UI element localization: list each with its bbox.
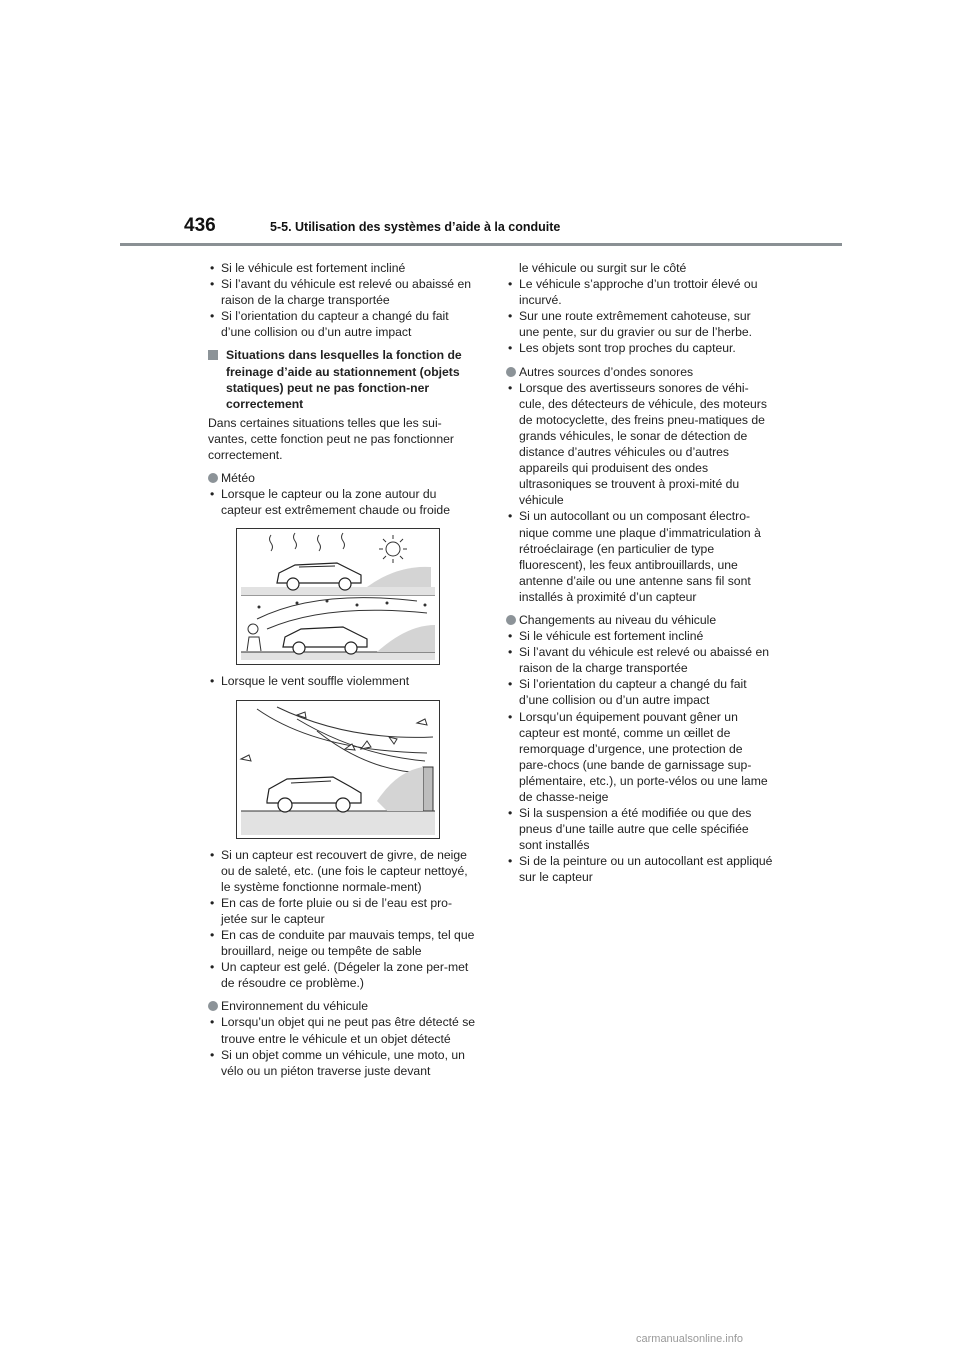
list-item: • Le véhicule s’approche d’un trottoir élevé ou incurvé. [506,276,774,308]
list-item: • Si le véhicule est fortement incliné [506,628,774,644]
list-item: • Un capteur est gelé. (Dégeler la zone per-met de résoudre ce problème.) [208,959,476,991]
heat-cold-svg [237,529,439,664]
right-column [506,260,774,886]
subheading-meteo [208,470,476,486]
section-title: 5-5. Utilisation des systèmes d’aide à la conduite [270,220,561,234]
list-item: • En cas de forte pluie ou si de l’eau est pro-jetée sur le capteur [208,895,476,927]
subheading-environment [208,998,476,1014]
intro-paragraph: Dans certaines situations telles que les sui-vantes, cette fonction peut ne pas fonctionner correctement. [208,415,454,463]
vehicle-changes-list [506,628,774,886]
subheading-text: Environnement du véhicule [221,999,369,1014]
environment-list-continued [506,260,774,357]
list-item: • Lorsqu’un objet qui ne peut pas être détecté se trouve entre le véhicule et un objet détecté [208,1014,476,1046]
list-item: • Si un objet comme un véhicule, une moto, un vélo ou un piéton traverse juste devant [208,1047,476,1079]
meteo-list-3 [208,847,476,992]
circle-bullet-icon [506,367,516,377]
list-item: • Si un autocollant ou un composant électro-nique comme une plaque d’immatriculation à rétroéclairage (en particulier de type fluorescent), les feux antibrouillards, une antenne d’aile ou une antenne sans fil sont installés à proximité d’un capteur [506,508,774,605]
list-item: • Si l’orientation du capteur a changé du fait d’une collision ou d’un autre impact [208,308,476,340]
list-item: • Si la suspension a été modifiée ou que des pneus d’une taille autre que celle spécifiée sont installés [506,805,774,853]
list-item: • Sur une route extrêmement cahoteuse, sur une pente, sur du gravier ou sur de l’herbe. [506,308,774,340]
list-item: • Lorsque le capteur ou la zone autour du capteur est extrêmement chaude ou froide [208,486,476,518]
circle-bullet-icon [208,1001,218,1011]
section-heading-text: Situations dans lesquelles la fonction de freinage d’aide au stationnement (objets statiques) peut ne pas fonction-ner correctement [226,348,462,411]
header-rule [120,243,842,246]
meteo-list-2 [208,673,476,689]
list-item: • Lorsque des avertisseurs sonores de véhi-cule, des détecteurs de véhicule, des moteurs de motocyclette, des freins pneu-matiques de grands véhicules, le sonar de détection de distance d’autres véhicules ou d’autres appareils qui produisent des ondes ultrasoniques se trouvent à proxi-mité du véhicule [506,380,774,509]
section-heading [208,347,476,411]
environment-list [208,1014,476,1078]
meteo-list-1 [208,486,476,518]
list-item: • Si de la peinture ou un autocollant est appliqué sur le capteur [506,853,774,885]
watermark: carmanualsonline.info [636,1333,744,1345]
intro-bullet-list [208,260,476,340]
subheading-text: Changements au niveau du véhicule [519,612,717,627]
list-item-continued: le véhicule ou surgit sur le côté [519,261,687,275]
list-item: • Les objets sont trop proches du capteur. [506,340,774,356]
list-item: • Lorsque le vent souffle violemment [208,673,476,689]
square-bullet-icon [208,350,218,360]
subheading-text: Météo [221,471,255,486]
wind-svg [237,701,439,838]
circle-bullet-icon [506,615,516,625]
illustration-heat-cold [236,528,440,665]
list-item: • Si l’avant du véhicule est relevé ou abaissé en raison de la charge transportée [506,644,774,676]
list-item: • Si le véhicule est fortement incliné [208,260,476,276]
sound-list [506,380,774,605]
subheading-vehicle-changes [506,612,774,628]
subheading-text: Autres sources d’ondes sonores [519,364,694,379]
page-number: 436 [184,215,216,236]
illustration-wind [236,700,440,839]
subheading-sound [506,364,774,380]
circle-bullet-icon [208,473,218,483]
left-column [208,260,476,1079]
list-item: • Si l’avant du véhicule est relevé ou abaissé en raison de la charge transportée [208,276,476,308]
list-item: • Si l’orientation du capteur a changé du fait d’une collision ou d’un autre impact [506,676,774,708]
list-item: • Si un capteur est recouvert de givre, de neige ou de saleté, etc. (une fois le capteur nettoyé, le système fonctionne normale-ment) [208,847,476,895]
list-item: • En cas de conduite par mauvais temps, tel que brouillard, neige ou tempête de sable [208,927,476,959]
list-item: • Lorsqu’un équipement pouvant gêner un capteur est monté, comme un œillet de remorquage d’urgence, une protection de pare-chocs (une bande de garnissage sup-plémentaire, etc.), un porte-vélos ou une lame de chasse-neige [506,709,774,806]
